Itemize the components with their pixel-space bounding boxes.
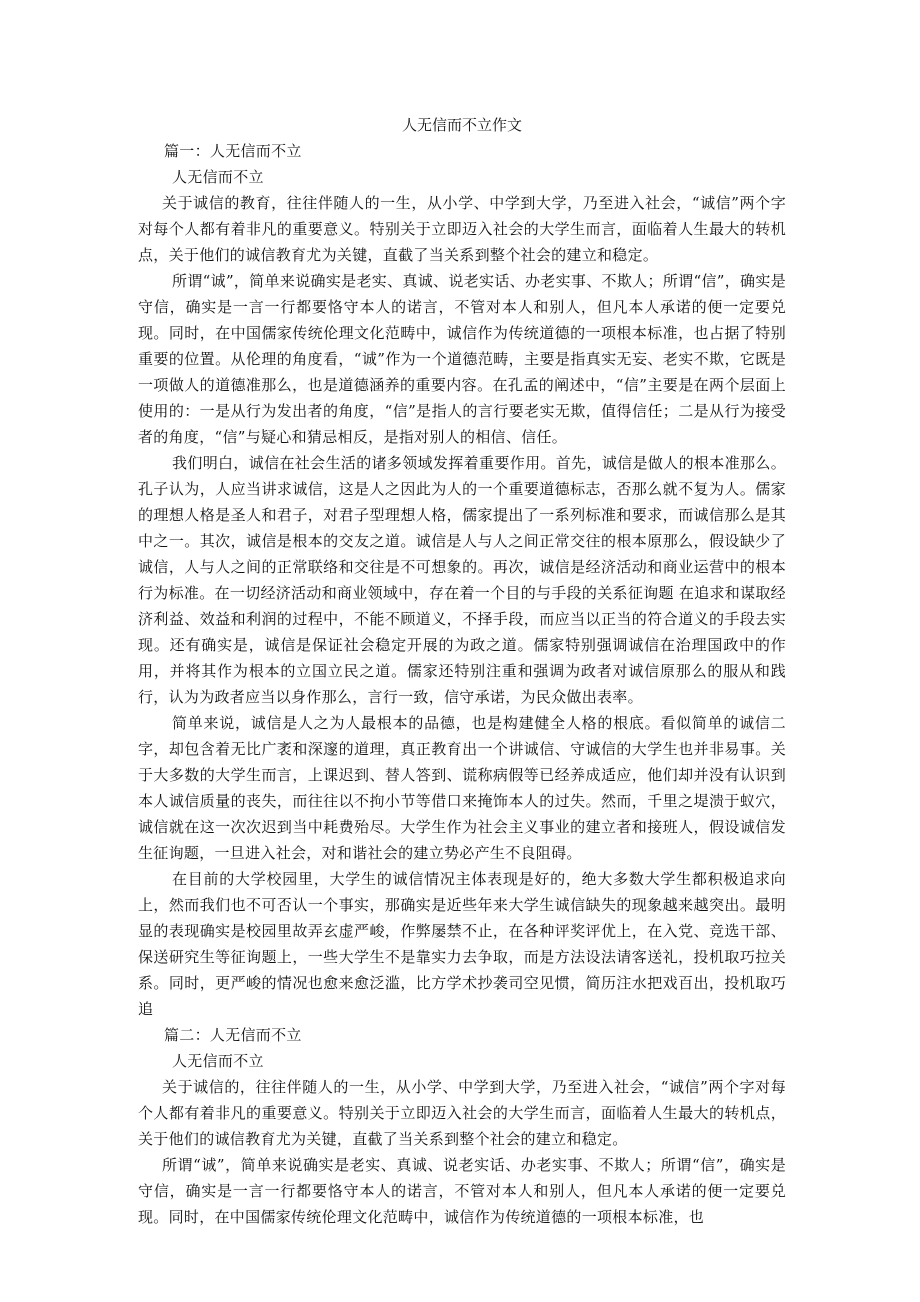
document-page [138, 112, 786, 1230]
section2-heading: 篇二：人无信而不立 [164, 1026, 302, 1044]
section1-paragraph-3: 我们明白，诚信在社会生活的诸多领域发挥着重要作用。首先，诚信是做人的根本准那么。孔子认为，人应当讲求诚信，这是人之因此为人的一个重要道德标志，否那么就不复为人。儒家的理想人格是圣人和君子，对君子型理想人格，儒家提出了一系列标准和要求，而诚信那么是其中之一。其次，诚信是根本的交友之道。诚信是人与人之间正常交往的根本原那么，假设缺少了诚信，人与人之间的正常联络和交往是不可想象的。再次，诚信是经济活动和商业运营中的根本行为标准。在一切经济活动和商业领域中，存在着一个目的与手段的关系征询题 在追求和谋取经济利益、效益和利润的过程中，不能不顾道义，不择手段，而应当以正当的符合道义的手段去实现。还有确实是，诚信是保证社会稳定开展的为政之道。儒家特别强调诚信在治理国政中的作用，并将其作为根本的立国立民之道。儒家还特别注重和强调为政者对诚信原那么的服从和践行，认为为政者应当以身作那么，言行一致，信守承诺，为民众做出表率。 [138, 454, 786, 706]
section1-subheading: 人无信而不立 [172, 168, 264, 186]
section1-paragraph-2: 所谓“诚”，简单来说确实是老实、真诚、说老实话、办老实事、不欺人；所谓“信”，确实是守信，确实是一言一行都要恪守本人的诺言，不管对本人和别人，但凡本人承诺的便一定要兑现。同时，在中国儒家传统伦理文化范畴中，诚信作为传统道德的一项根本标准，也占据了特别重要的位置。从伦理的角度看，“诚”作为一个道德范畴，主要是指真实无妄、老实不欺，它既是一项做人的道德准那么，也是道德涵养的重要内容。在孔孟的阐述中，“信”主要是在两个层面上使用的：一是从行为发出者的角度，“信”是指人的言行要老实无欺，值得信任；二是从行为接受者的角度，“信”与疑心和猜忌相反，是指对别人的相信、信任。 [138, 272, 786, 446]
document-title: 人无信而不立作文 [401, 116, 522, 134]
section1-paragraph-4: 简单来说，诚信是人之为人最根本的品德，也是构建健全人格的根底。看似简单的诚信二字，却包含着无比广袤和深邃的道理，真正教育出一个讲诚信、守诚信的大学生也并非易事。关于大多数的大学生而言，上课迟到、替人答到、谎称病假等已经养成适应，他们却并没有认识到本人诚信质量的丧失，而往往以不拘小节等借口来掩饰本人的过失。然而，千里之堤溃于蚁穴，诚信就在这一次次迟到当中耗费殆尽。大学生作为社会主义事业的建立者和接班人，假设诚信发生征询题，一旦进入社会，对和谐社会的建立势必产生不良阻碍。 [138, 714, 786, 862]
section2-paragraph-2: 所谓“诚”，简单来说确实是老实、真诚、说老实话、办老实事、不欺人；所谓“信”，确实是守信，确实是一言一行都要恪守本人的诺言，不管对本人和别人，但凡本人承诺的便一定要兑现。同时，在中国儒家传统伦理文化范畴中，诚信作为传统道德的一项根本标准，也 [138, 1156, 786, 1226]
section1-paragraph-1: 关于诚信的教育，往往伴随人的一生，从小学、中学到大学，乃至进入社会，“诚信”两个字对每个人都有着非凡的重要意义。特别关于立即迈入社会的大学生而言，面临着人生最大的转机点，关于他们的诚信教育尤为关键，直截了当关系到整个社会的建立和稳定。 [138, 194, 786, 264]
section2-paragraph-1: 关于诚信的，往往伴随人的一生，从小学、中学到大学，乃至进入社会，“诚信”两个字对每个人都有着非凡的重要意义。特别关于立即迈入社会的大学生而言，面临着人生最大的转机点，关于他们的诚信教育尤为关键，直截了当关系到整个社会的建立和稳定。 [138, 1078, 786, 1148]
section1-paragraph-5: 在目前的大学校园里，大学生的诚信情况主体表现是好的，绝大多数大学生都积极追求向上，然而我们也不可否认一个事实，那确实是近些年来大学生诚信缺失的现象越来越突出。最明显的表现确实是校园里故弄玄虚严峻，作弊屡禁不止，在各种评奖评优上，在入党、竞选干部、保送研究生等征询题上，一些大学生不是靠实力去争取，而是方法设法请客送礼，投机取巧拉关系。同时，更严峻的情况也愈来愈泛滥，比方学术抄袭司空见惯，简历注水把戏百出，投机取巧追 [138, 870, 786, 1018]
section1-heading: 篇一：人无信而不立 [164, 142, 302, 160]
section2-subheading: 人无信而不立 [172, 1052, 264, 1070]
